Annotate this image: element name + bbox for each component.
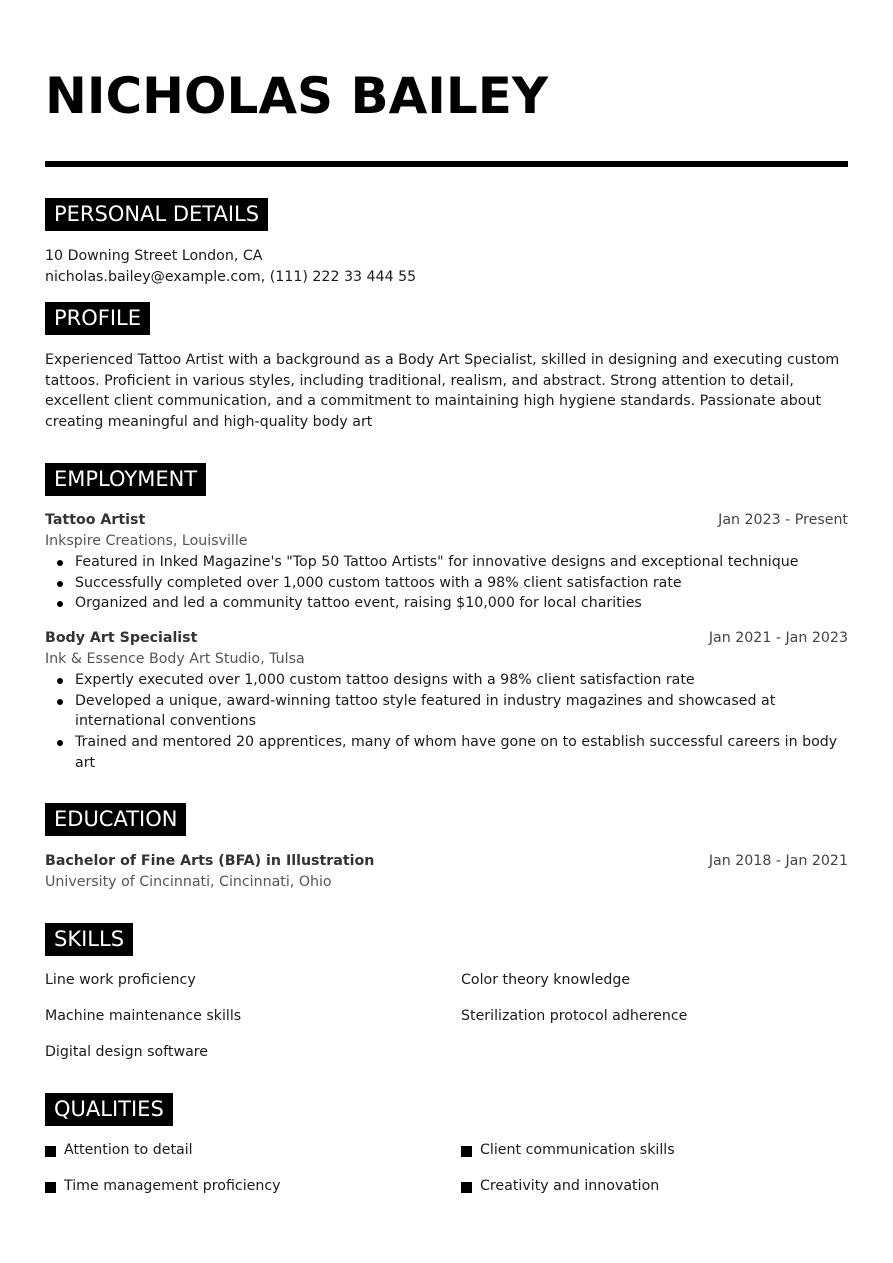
section-heading-qualities: QUALITIES [45, 1093, 173, 1126]
resume-name: NICHOLAS BAILEY [45, 67, 549, 125]
skill-item: Digital design software [45, 1044, 209, 1060]
quality-item: Creativity and innovation [480, 1178, 660, 1194]
education-dates: Jan 2018 - Jan 2021 [708, 853, 848, 869]
job-header [45, 628, 848, 649]
quality-item: Attention to detail [64, 1142, 193, 1158]
skill-item: Color theory knowledge [461, 972, 631, 988]
section-heading-employment: EMPLOYMENT [45, 463, 206, 496]
header-rule [45, 161, 848, 167]
job-company: Inkspire Creations, Louisville [45, 533, 248, 549]
job-dates: Jan 2021 - Jan 2023 [708, 630, 848, 646]
profile-summary: Experienced Tattoo Artist with a background as a Body Art Specialist, skilled in designing and executing custom tattoos. Proficient in various styles, including traditional, realism, and abstract. Strong attention to detail, excellent client communication, and a commitment to maintaining high hygiene standards. Passionate about creating meaningful and high-quality body art [45, 352, 840, 431]
skill-item: Line work proficiency [45, 972, 196, 988]
school: University of Cincinnati, Cincinnati, Ohio [45, 874, 332, 890]
job-title: Body Art Specialist [45, 630, 198, 646]
list-item: Trained and mentored 20 apprentices, many of whom have gone on to establish successful careers in body art [45, 732, 848, 773]
skill-item: Machine maintenance skills [45, 1008, 242, 1024]
square-bullet-icon [461, 1146, 472, 1157]
list-item: Organized and led a community tattoo event, raising $10,000 for local charities [45, 593, 848, 614]
address: 10 Downing Street London, CA [45, 248, 263, 264]
degree: Bachelor of Fine Arts (BFA) in Illustration [45, 853, 375, 869]
job-title: Tattoo Artist [45, 512, 146, 528]
list-item: Successfully completed over 1,000 custom tattoos with a 98% client satisfaction rate [45, 573, 848, 594]
contact-info: nicholas.bailey@example.com, (111) 222 33 444 55 [45, 269, 417, 285]
job-bullets [45, 552, 848, 614]
quality-item: Time management proficiency [64, 1178, 281, 1194]
quality-item: Client communication skills [480, 1142, 675, 1158]
job-dates: Jan 2023 - Present [718, 512, 848, 528]
skill-item: Sterilization protocol adherence [461, 1008, 688, 1024]
section-heading-personal-details: PERSONAL DETAILS [45, 198, 268, 231]
job-bullets [45, 670, 848, 774]
square-bullet-icon [45, 1182, 56, 1193]
section-heading-education: EDUCATION [45, 803, 186, 836]
list-item: Expertly executed over 1,000 custom tattoo designs with a 98% client satisfaction rate [45, 670, 848, 691]
education-header [45, 851, 848, 872]
section-heading-skills: SKILLS [45, 923, 133, 956]
square-bullet-icon [461, 1182, 472, 1193]
square-bullet-icon [45, 1146, 56, 1157]
list-item: Developed a unique, award-winning tattoo style featured in industry magazines and showcased at international conventions [45, 691, 848, 732]
job-company: Ink & Essence Body Art Studio, Tulsa [45, 651, 305, 667]
list-item: Featured in Inked Magazine's "Top 50 Tattoo Artists" for innovative designs and exceptional technique [45, 552, 848, 573]
section-heading-profile: PROFILE [45, 302, 150, 335]
job-header [45, 510, 848, 531]
